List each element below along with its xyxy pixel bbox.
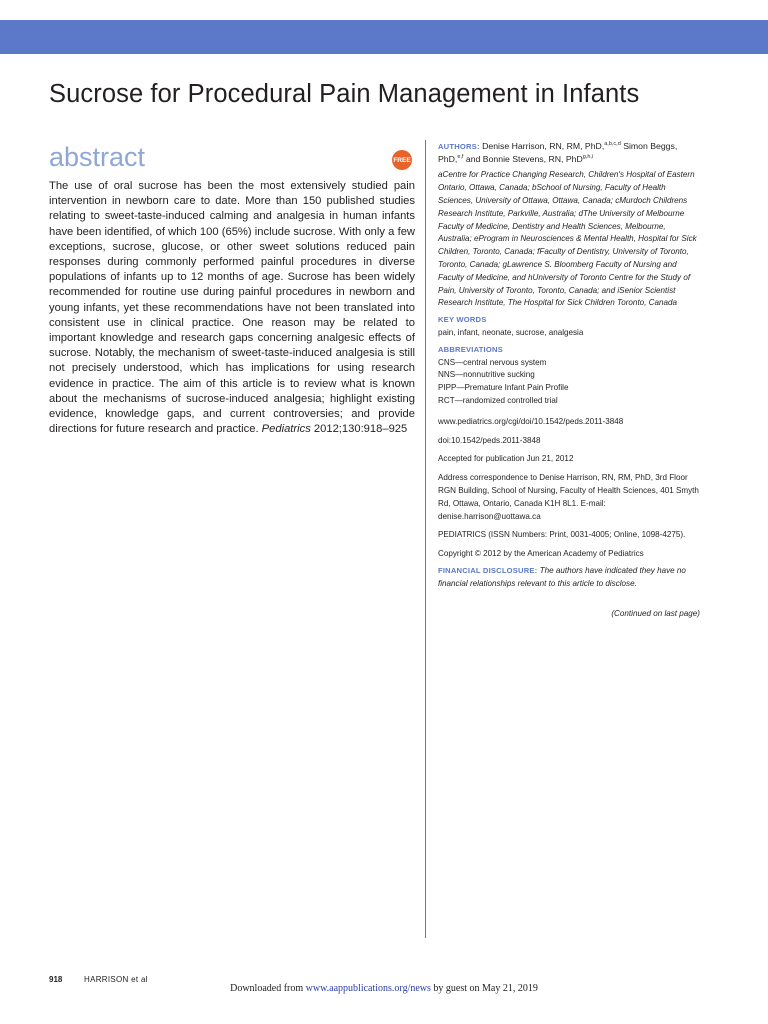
continued-note: (Continued on last page)	[611, 608, 700, 618]
abstract-body	[49, 179, 415, 437]
free-access-badge: FREE	[392, 150, 412, 170]
financial-disclosure-label: FINANCIAL DISCLOSURE:	[438, 565, 538, 575]
abstract-text: The use of oral sucrose has been the most extensively studied pain intervention in newborn care to date. More than 150 published studies relating to sweet-taste-induced calming and analgesia in human infants have been identified, of which 100 (65%) include sucrose. With only a few exceptions, sucrose, glucose, or other sweet solutions reduced pain responses during commonly performed painful procedures in diverse populations of infants up to 12 months of age. Sucrose has been widely recommended for routine use during painful procedures in newborn and young infants, yet these recommendations have not been translated into consistent use in clinical practice. One reason may be related to important knowledge and research gaps concerning analgesic effects of sucrose. Notably, the mechanism of sweet-taste-induced analgesia is still not precisely understood, which has implications for using research evidence in practice. The aim of this article is to review what is known about the mechanisms of sucrose-induced analgesia; highlight existing evidence, knowledge gaps, and current controversies; and provide directions for future research and practice.	[49, 180, 415, 436]
author-stevens: and Bonnie Stevens, RN, PhD	[465, 154, 583, 165]
copyright: Copyright © 2012 by the American Academy of Pediatrics	[438, 549, 644, 559]
article-title: Sucrose for Procedural Pain Management in Infants	[49, 80, 640, 108]
abbreviations-label: ABBREVIATIONS	[438, 344, 503, 354]
author-harrison-affil: a,b,c,d	[604, 141, 621, 148]
sidebar	[438, 140, 700, 620]
accepted-date: Accepted for publication Jun 21, 2012	[438, 454, 574, 464]
keywords-label: KEY WORDS	[438, 315, 487, 325]
abbreviation-item: CNS—central nervous system	[438, 357, 547, 367]
doi: doi:10.1542/peds.2011-3848	[438, 435, 541, 445]
abbreviation-item: PIPP—Premature Infant Pain Profile	[438, 383, 569, 393]
abbreviation-item: NNS—nonnutritive sucking	[438, 370, 535, 380]
citation-journal: Pediatrics	[261, 423, 311, 436]
issn: PEDIATRICS (ISSN Numbers: Print, 0031-4005; Online, 1098-4275).	[438, 530, 686, 540]
page-number: 918	[49, 975, 63, 984]
download-prefix: Downloaded from	[230, 983, 304, 994]
running-author: HARRISON et al	[84, 975, 148, 984]
abbreviation-item: RCT—randomized controlled trial	[438, 395, 558, 405]
article-url[interactable]: www.pediatrics.org/cgi/doi/10.1542/peds.2011-3848	[438, 416, 624, 426]
author-beggs-affil: e,f	[457, 154, 464, 161]
citation-details: 2012;130:918–925	[313, 423, 408, 436]
author-harrison: Denise Harrison, RN, RM, PhD,	[482, 141, 605, 151]
affiliations: aCentre for Practice Changing Research, Children's Hospital of Eastern Ontario, Ottawa, Canada; bSchool of Nursing, Faculty of Health Sciences, University of Ottawa, Ottawa, Canada; cMurdoch Childrens Research Institute, Parkville, Australia; dThe University of Melbourne Faculty of Medicine, Dentistry and Health Sciences, Melbourne, Australia; eProgram in Neurosciences & Mental Health, Hospital for Sick Children, Toronto, Canada; fFaculty of Dentistry, University of Toronto, Toronto, Canada; gLawrence S. Bloomberg Faculty of Nursing and Faculty of Medicine, and hUniversity of Toronto Centre for the Study of Pain, University of Toronto, Toronto, Canada; and iSenior Scientist Research Institute, The Hospital for Sick Children Toronto, Canada	[438, 170, 697, 308]
authors	[438, 140, 700, 166]
abstract-heading: abstract	[49, 142, 146, 172]
correspondence: Address correspondence to Denise Harrison, RN, RM, PhD, 3rd Floor RGN Building, School of Nursing, Faculty of Health Sciences, 401 Smyth Rd, Ottawa, Ontario, Canada K1H 8L1. E-mail: denise.harrison@uottawa.ca	[438, 473, 699, 521]
download-link[interactable]: www.aappublications.org/news	[305, 983, 431, 994]
keywords: pain, infant, neonate, sucrose, analgesia	[438, 327, 584, 337]
header-bar	[0, 20, 768, 54]
financial-disclosure	[438, 565, 700, 591]
column-divider	[425, 140, 426, 938]
author-beggs: Simon Beggs, PhD,	[438, 141, 678, 165]
download-suffix: by guest on May 21, 2019	[433, 983, 538, 994]
financial-disclosure-text: The authors have indicated they have no financial relationships relevant to this article to disclose.	[438, 565, 686, 588]
download-notice	[0, 983, 768, 994]
author-stevens-affil: g,h,i	[582, 154, 594, 161]
authors-label: AUTHORS:	[438, 142, 480, 151]
